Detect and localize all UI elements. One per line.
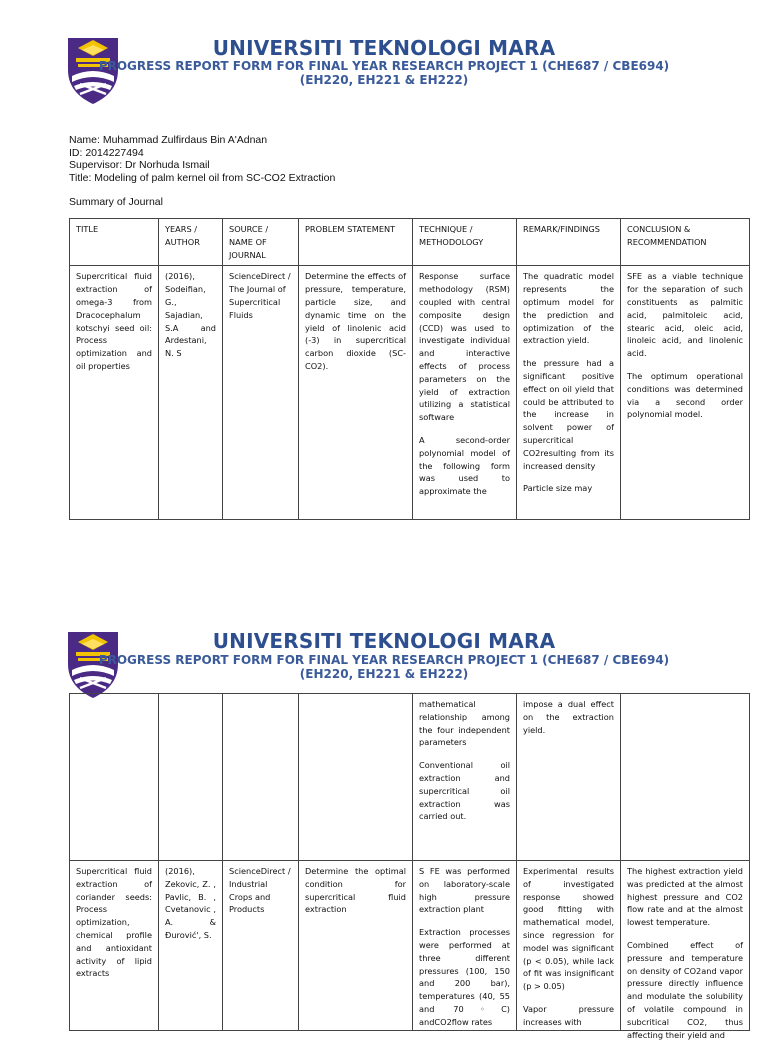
cell-source: ScienceDirect / The Journal of Supercritical Fluids	[223, 266, 299, 520]
cell-author	[159, 694, 223, 861]
cell-problem: Determine the optimal condition for supercritical fluid extraction	[299, 861, 413, 1031]
cell-remark	[517, 861, 621, 1031]
cell-conclusion	[621, 861, 750, 1040]
table-row	[70, 266, 750, 520]
summary-label: Summary of Journal	[69, 196, 163, 208]
cell-problem	[299, 694, 413, 861]
journal-table-page1	[69, 218, 750, 520]
table-header-row	[70, 219, 750, 266]
technique-para: Extraction processes were performed at three different pressures (100, 150 and 200 bar), temperatures (40, 55 and 70◦C) andCO2flow rates	[419, 927, 510, 1027]
cell-title: Supercritical fluid extraction of coriander seeds: Process optimization, chemical profile and antioxidant activity of lipid extracts	[70, 861, 159, 1031]
technique-para: S FE was performed on laboratory-scale high pressure extraction plant	[419, 866, 510, 915]
technique-para: Response surface methodology (RSM) coupled with central composite design (CCD) was used to investigate individual and interactive effects of process parameters on the yield of extraction utilizing a statistical software	[419, 271, 510, 423]
cell-title: Supercritical fluid extraction of omega-3 from Dracocephalum kotschyi seed oil: Process optimization and oil properties	[70, 266, 159, 520]
cell-technique	[413, 694, 517, 861]
header-author: YEARS / AUTHOR	[159, 219, 223, 266]
project-title: Title: Modeling of palm kernel oil from SC-CO2 Extraction	[69, 171, 336, 184]
header-technique: TECHNIQUE / METHODOLOGY	[413, 219, 517, 266]
cell-remark	[517, 694, 621, 861]
conclusion-para: Combined effect of pressure and temperature on density of CO2and vapor pressure directly influence and modulate the solubility of volatile compound in subcritical CO2, thus affecting their yield and	[627, 939, 743, 1040]
student-name: Name: Muhammad Zulfirdaus Bin A'Adnan	[69, 134, 268, 146]
cell-author: (2016), Sodeifian, G., Sajadian, S.A and Ardestani, N. S	[159, 266, 223, 520]
header-source: SOURCE / NAME OF JOURNAL	[223, 219, 299, 266]
cell-source	[223, 694, 299, 861]
cell-technique	[413, 861, 517, 1031]
technique-para: A second-order polynomial model of the following form was used to approximate the	[419, 434, 510, 497]
remark-para: Experimental results of investigated response showed good fitting with mathematical model, since regression for model was significant (p < 0.05), while lack of fit was insignificant (p > 0.05)	[523, 866, 614, 992]
remark-para: the pressure had a significant positive effect on oil yield that could be attributed to the increase in solvent power of supercritical CO2resulting from its increased density	[523, 358, 614, 471]
remark-para: Particle size may	[523, 483, 593, 494]
supervisor-name: Supervisor: Dr Norhuda Ismail	[69, 159, 210, 172]
conclusion-para: The optimum operational conditions was determined via a second order polynomial model.	[627, 370, 743, 420]
header-title: TITLE	[70, 219, 159, 266]
header-conclusion: CONCLUSION & RECOMMENDATION	[621, 219, 750, 266]
cell-technique	[413, 266, 517, 520]
page-2	[0, 600, 768, 1040]
remark-para: The quadratic model represents the optimum model for the prediction and optimization of the extraction yield.	[523, 271, 614, 346]
journal-table-page2	[69, 693, 750, 1040]
remark-para: impose a dual effect on the extraction yield.	[523, 699, 614, 735]
form-title: PROGRESS REPORT FORM FOR FINAL YEAR RESEARCH PROJECT 1 (CHE687 / CBE694)	[98, 59, 670, 73]
technique-para: Conventional oil extraction and supercritical oil extraction was carried out.	[419, 760, 510, 822]
university-title: UNIVERSITI TEKNOLOGI MARA	[212, 629, 556, 653]
remark-para: Vapor pressure increases with	[523, 1003, 614, 1027]
student-id: ID: 2014227494	[69, 146, 144, 159]
form-title: PROGRESS REPORT FORM FOR FINAL YEAR RESEARCH PROJECT 1 (CHE687 / CBE694)	[98, 653, 670, 667]
cell-source: ScienceDirect / Industrial Crops and Products	[223, 861, 299, 1031]
technique-para: mathematical relationship among the four independent parameters	[419, 699, 510, 748]
cell-conclusion	[621, 694, 750, 861]
table-row	[70, 694, 750, 861]
cell-author: (2016), Zekovic, Z. , Pavlic, B. , Cvetanovic , A. & Đurović', S.	[159, 861, 223, 1031]
table-row	[70, 861, 750, 1031]
cell-remark	[517, 266, 621, 520]
conclusion-para: The highest extraction yield was predicted at the almost highest pressure and CO2 flow rate and at the almost lowest temperature.	[627, 866, 743, 928]
conclusion-para: SFE as a viable technique for the separation of such constituents as palmitic acid, palmitoleic acid, stearic acid, oleic acid, linoleic acid, and linolenic acid.	[627, 271, 743, 359]
form-codes: (EH220, EH221 & EH222)	[299, 73, 469, 87]
header-remark: REMARK/FINDINGS	[517, 219, 621, 266]
cell-conclusion	[621, 266, 750, 520]
header-problem: PROBLEM STATEMENT	[299, 219, 413, 266]
university-title: UNIVERSITI TEKNOLOGI MARA	[212, 36, 556, 60]
cell-problem: Determine the effects of pressure, temperature, particle size, and dynamic time on the yield of linolenic acid (-3) in supercritical carbon dioxide (SC-CO2).	[299, 266, 413, 520]
form-codes: (EH220, EH221 & EH222)	[299, 667, 469, 681]
student-info	[69, 134, 335, 184]
cell-title	[70, 694, 159, 861]
